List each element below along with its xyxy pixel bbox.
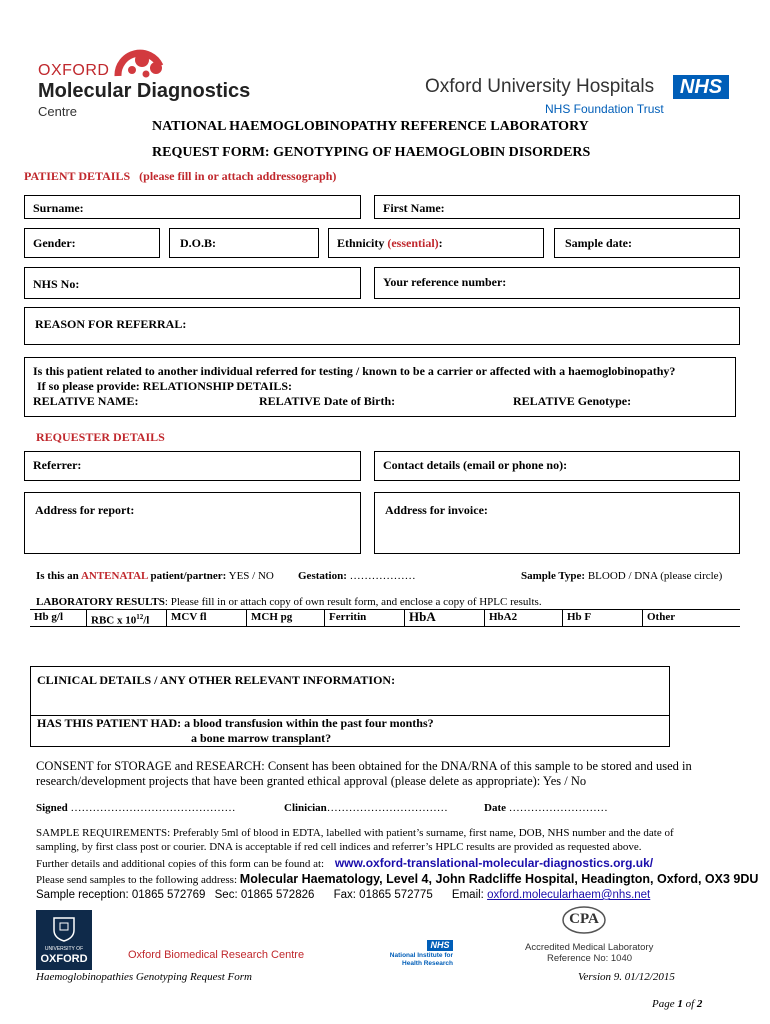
send-address xyxy=(36,872,758,886)
first-name-field[interactable] xyxy=(374,195,740,219)
address-invoice-field[interactable] xyxy=(374,492,740,554)
lab-results-note: : Please fill in or attach copy of own result form, and enclose a copy of HPLC results. xyxy=(164,596,542,608)
relative-name-label: RELATIVE NAME: xyxy=(33,394,139,408)
sample-type xyxy=(521,570,722,582)
lab-col-rbc-text: RBC x 10 xyxy=(91,614,137,627)
accredited-text: Accredited Medical Laboratory xyxy=(525,942,654,953)
address-report-field[interactable] xyxy=(24,492,361,554)
form-title-2: REQUEST FORM: GENOTYPING OF HAEMOGLOBIN DISORDERS xyxy=(152,145,591,160)
signed xyxy=(36,802,236,814)
page-current: 1 xyxy=(677,998,683,1010)
contact-details-label: Contact details (email or phone no): xyxy=(383,458,568,472)
surname-field[interactable] xyxy=(24,195,361,219)
referrer-field[interactable] xyxy=(24,451,361,481)
requester-heading: REQUESTER DETAILS xyxy=(36,430,165,444)
lab-col-mch[interactable]: MCH pg xyxy=(246,610,324,626)
lab-results-heading xyxy=(36,596,542,608)
gestation-label: Gestation: xyxy=(298,570,347,582)
ouh-trust: NHS Foundation Trust xyxy=(545,102,664,116)
related-provide: If so please provide: RELATIONSHIP DETAILS: xyxy=(37,379,293,393)
gestation-dots[interactable]: ……………… xyxy=(346,570,416,582)
patient-heading-note: (please fill in or attach addressograph) xyxy=(139,169,337,183)
lab-col-hb[interactable]: Hb g/l xyxy=(34,611,64,623)
nihr-line2: Health Research xyxy=(402,960,453,967)
address-invoice-label: Address for invoice: xyxy=(385,503,488,517)
page-prefix: Page xyxy=(652,998,678,1010)
reference-number-field[interactable] xyxy=(374,267,740,299)
first-name-label: First Name: xyxy=(383,201,445,215)
gender-label: Gender: xyxy=(33,236,76,250)
ethnicity-note: (essential) xyxy=(387,236,439,250)
antenatal-question xyxy=(36,570,274,582)
ouh-logo xyxy=(425,74,735,116)
transfusion-box[interactable] xyxy=(30,715,670,747)
clinician-dots[interactable]: …………………………… xyxy=(326,802,448,814)
crest-icon xyxy=(52,916,76,942)
secretary-number: Sec: 01865 572826 xyxy=(214,889,315,901)
ouh-name: Oxford University Hospitals xyxy=(425,76,655,97)
date-label: Date xyxy=(484,802,506,814)
related-box[interactable] xyxy=(24,357,736,417)
referral-reason-field[interactable] xyxy=(24,307,740,345)
gender-field[interactable] xyxy=(24,228,160,258)
nihr-nhs-logo: NHS xyxy=(427,940,453,951)
university-oxford-logo xyxy=(36,910,92,970)
referral-reason-label: REASON FOR REFERRAL: xyxy=(35,317,187,331)
send-address-text: Molecular Haematology, Level 4, John Radcliffe Hospital, Headington, Oxford, OX3 9DU xyxy=(239,872,759,886)
uni-logo-line2: OXFORD xyxy=(40,953,88,965)
antenatal-word: ANTENATAL xyxy=(80,570,148,582)
form-title-1: NATIONAL HAEMOGLOBINOPATHY REFERENCE LABORATORY xyxy=(152,119,589,134)
requirements-line-3-text: Further details and additional copies of this form can be found at: xyxy=(36,858,325,870)
lab-col-rbc-sup: 12 xyxy=(136,613,144,621)
patient-details-heading xyxy=(24,169,336,184)
clinician xyxy=(284,802,448,814)
bone-marrow-question: a bone marrow transplant? xyxy=(191,731,332,745)
lab-col-hba[interactable]: HbA xyxy=(404,610,484,626)
brc-logo: Oxford Biomedical Research Centre xyxy=(128,949,305,961)
gestation xyxy=(298,570,416,582)
uni-logo-line1: UNIVERSITY OF xyxy=(44,946,84,952)
omdc-logo-line3: Centre xyxy=(38,104,78,119)
antenatal-suffix: patient/partner: xyxy=(147,570,227,582)
clinical-details-field[interactable] xyxy=(30,666,670,716)
nihr-logo xyxy=(385,940,457,970)
lab-col-rbc[interactable] xyxy=(86,610,166,626)
footer-form-name: Haemoglobinopathies Genotyping Request Form xyxy=(36,971,252,983)
lab-results-title: LABORATORY RESULTS xyxy=(36,596,165,608)
date-dots[interactable]: ……………………… xyxy=(506,802,608,814)
fax-number: Fax: 01865 572775 xyxy=(333,889,433,901)
cpa-logo xyxy=(562,906,606,934)
reception-number: Sample reception: 01865 572769 xyxy=(36,889,206,901)
reference-number-label: Your reference number: xyxy=(383,275,507,289)
omdc-logo xyxy=(36,48,266,118)
omdc-logo-line1: OXFORD xyxy=(38,62,110,79)
email-link[interactable]: oxford.molecularhaem@nhs.net xyxy=(487,889,651,901)
dob-label: D.O.B: xyxy=(180,236,216,250)
related-question: Is this patient related to another individual referred for testing / known to be a carrier or affected with a haemoglobinopathy? xyxy=(33,364,676,378)
consent-line-2: research/development projects that have been granted ethical approval (please delete as appropriate): Yes / No xyxy=(36,774,587,788)
lab-col-other[interactable]: Other xyxy=(642,610,740,626)
omdc-logo-line2: Molecular Diagnostics xyxy=(38,80,251,102)
antenatal-options[interactable]: YES / NO xyxy=(226,570,274,582)
clinical-details-label: CLINICAL DETAILS / ANY OTHER RELEVANT INFORMATION: xyxy=(37,673,396,687)
lab-table-bottom-rule xyxy=(30,626,740,627)
contact-details-field[interactable] xyxy=(374,451,740,481)
clinician-label: Clinician xyxy=(284,802,327,814)
sample-date-label: Sample date: xyxy=(565,236,632,250)
lab-col-rbc-suffix: /l xyxy=(143,614,150,627)
ethnicity-colon: : xyxy=(438,236,443,250)
nhs-number-field[interactable] xyxy=(24,267,361,299)
page-of: of xyxy=(682,998,697,1010)
reference-no-text: Reference No: 1040 xyxy=(547,953,633,964)
ethnicity-field[interactable] xyxy=(328,228,544,258)
requirements-line-1: SAMPLE REQUIREMENTS: Preferably 5ml of blood in EDTA, labelled with patient’s surname, first name, DOB, NHS number and the date of xyxy=(36,827,674,839)
date xyxy=(484,802,608,814)
nhs-logo: NHS xyxy=(673,75,729,99)
lab-col-ferritin[interactable]: Ferritin xyxy=(324,610,404,626)
sample-date-field[interactable] xyxy=(554,228,740,258)
sample-type-options[interactable]: BLOOD / DNA (please circle) xyxy=(585,570,723,582)
signed-label: Signed xyxy=(36,802,68,814)
dob-field[interactable] xyxy=(169,228,319,258)
patient-heading-text: PATIENT DETAILS xyxy=(24,169,131,183)
contact-numbers xyxy=(36,889,650,901)
lab-col-hba2[interactable]: HbA2 xyxy=(484,610,562,626)
referrer-label: Referrer: xyxy=(33,458,82,472)
ethnicity-text: Ethnicity xyxy=(337,236,385,250)
surname-label: Surname: xyxy=(33,201,84,215)
transfusion-question: HAS THIS PATIENT HAD: a blood transfusion within the past four months? xyxy=(37,716,434,730)
page-number xyxy=(652,998,702,1010)
relative-genotype-label: RELATIVE Genotype: xyxy=(513,394,632,408)
footer-version: Version 9. 01/12/2015 xyxy=(578,971,675,983)
page-total: 2 xyxy=(696,998,703,1010)
requirements-line-3 xyxy=(36,856,653,870)
nhs-number-label: NHS No: xyxy=(33,277,80,291)
lab-col-mcv[interactable]: MCV fl xyxy=(166,610,246,626)
send-prefix: Please send samples to the following address: xyxy=(36,874,240,886)
cpa-text: CPA xyxy=(569,911,599,927)
relative-dob-label: RELATIVE Date of Birth: xyxy=(259,394,396,408)
consent-line-1: CONSENT for STORAGE and RESEARCH: Consent has been obtained for the DNA/RNA of this sample to be stored and used in xyxy=(36,759,692,773)
website-link[interactable]: www.oxford-translational-molecular-diagnostics.org.uk/ xyxy=(334,856,654,870)
lab-col-hbf[interactable]: Hb F xyxy=(562,610,642,626)
requirements-line-2: sampling, by first class post or courier. DNA is acceptable if red cell indices and referrer’s HPLC results are provided as requested above. xyxy=(36,841,642,853)
address-report-label: Address for report: xyxy=(35,503,135,517)
email-label: Email: xyxy=(451,889,488,901)
antenatal-prefix: Is this an xyxy=(36,570,81,582)
ethnicity-label xyxy=(337,236,443,251)
sample-type-label: Sample Type: xyxy=(521,570,586,582)
signed-dots[interactable]: ……………………………………… xyxy=(67,802,236,814)
nihr-line1: National Institute for xyxy=(389,952,453,959)
